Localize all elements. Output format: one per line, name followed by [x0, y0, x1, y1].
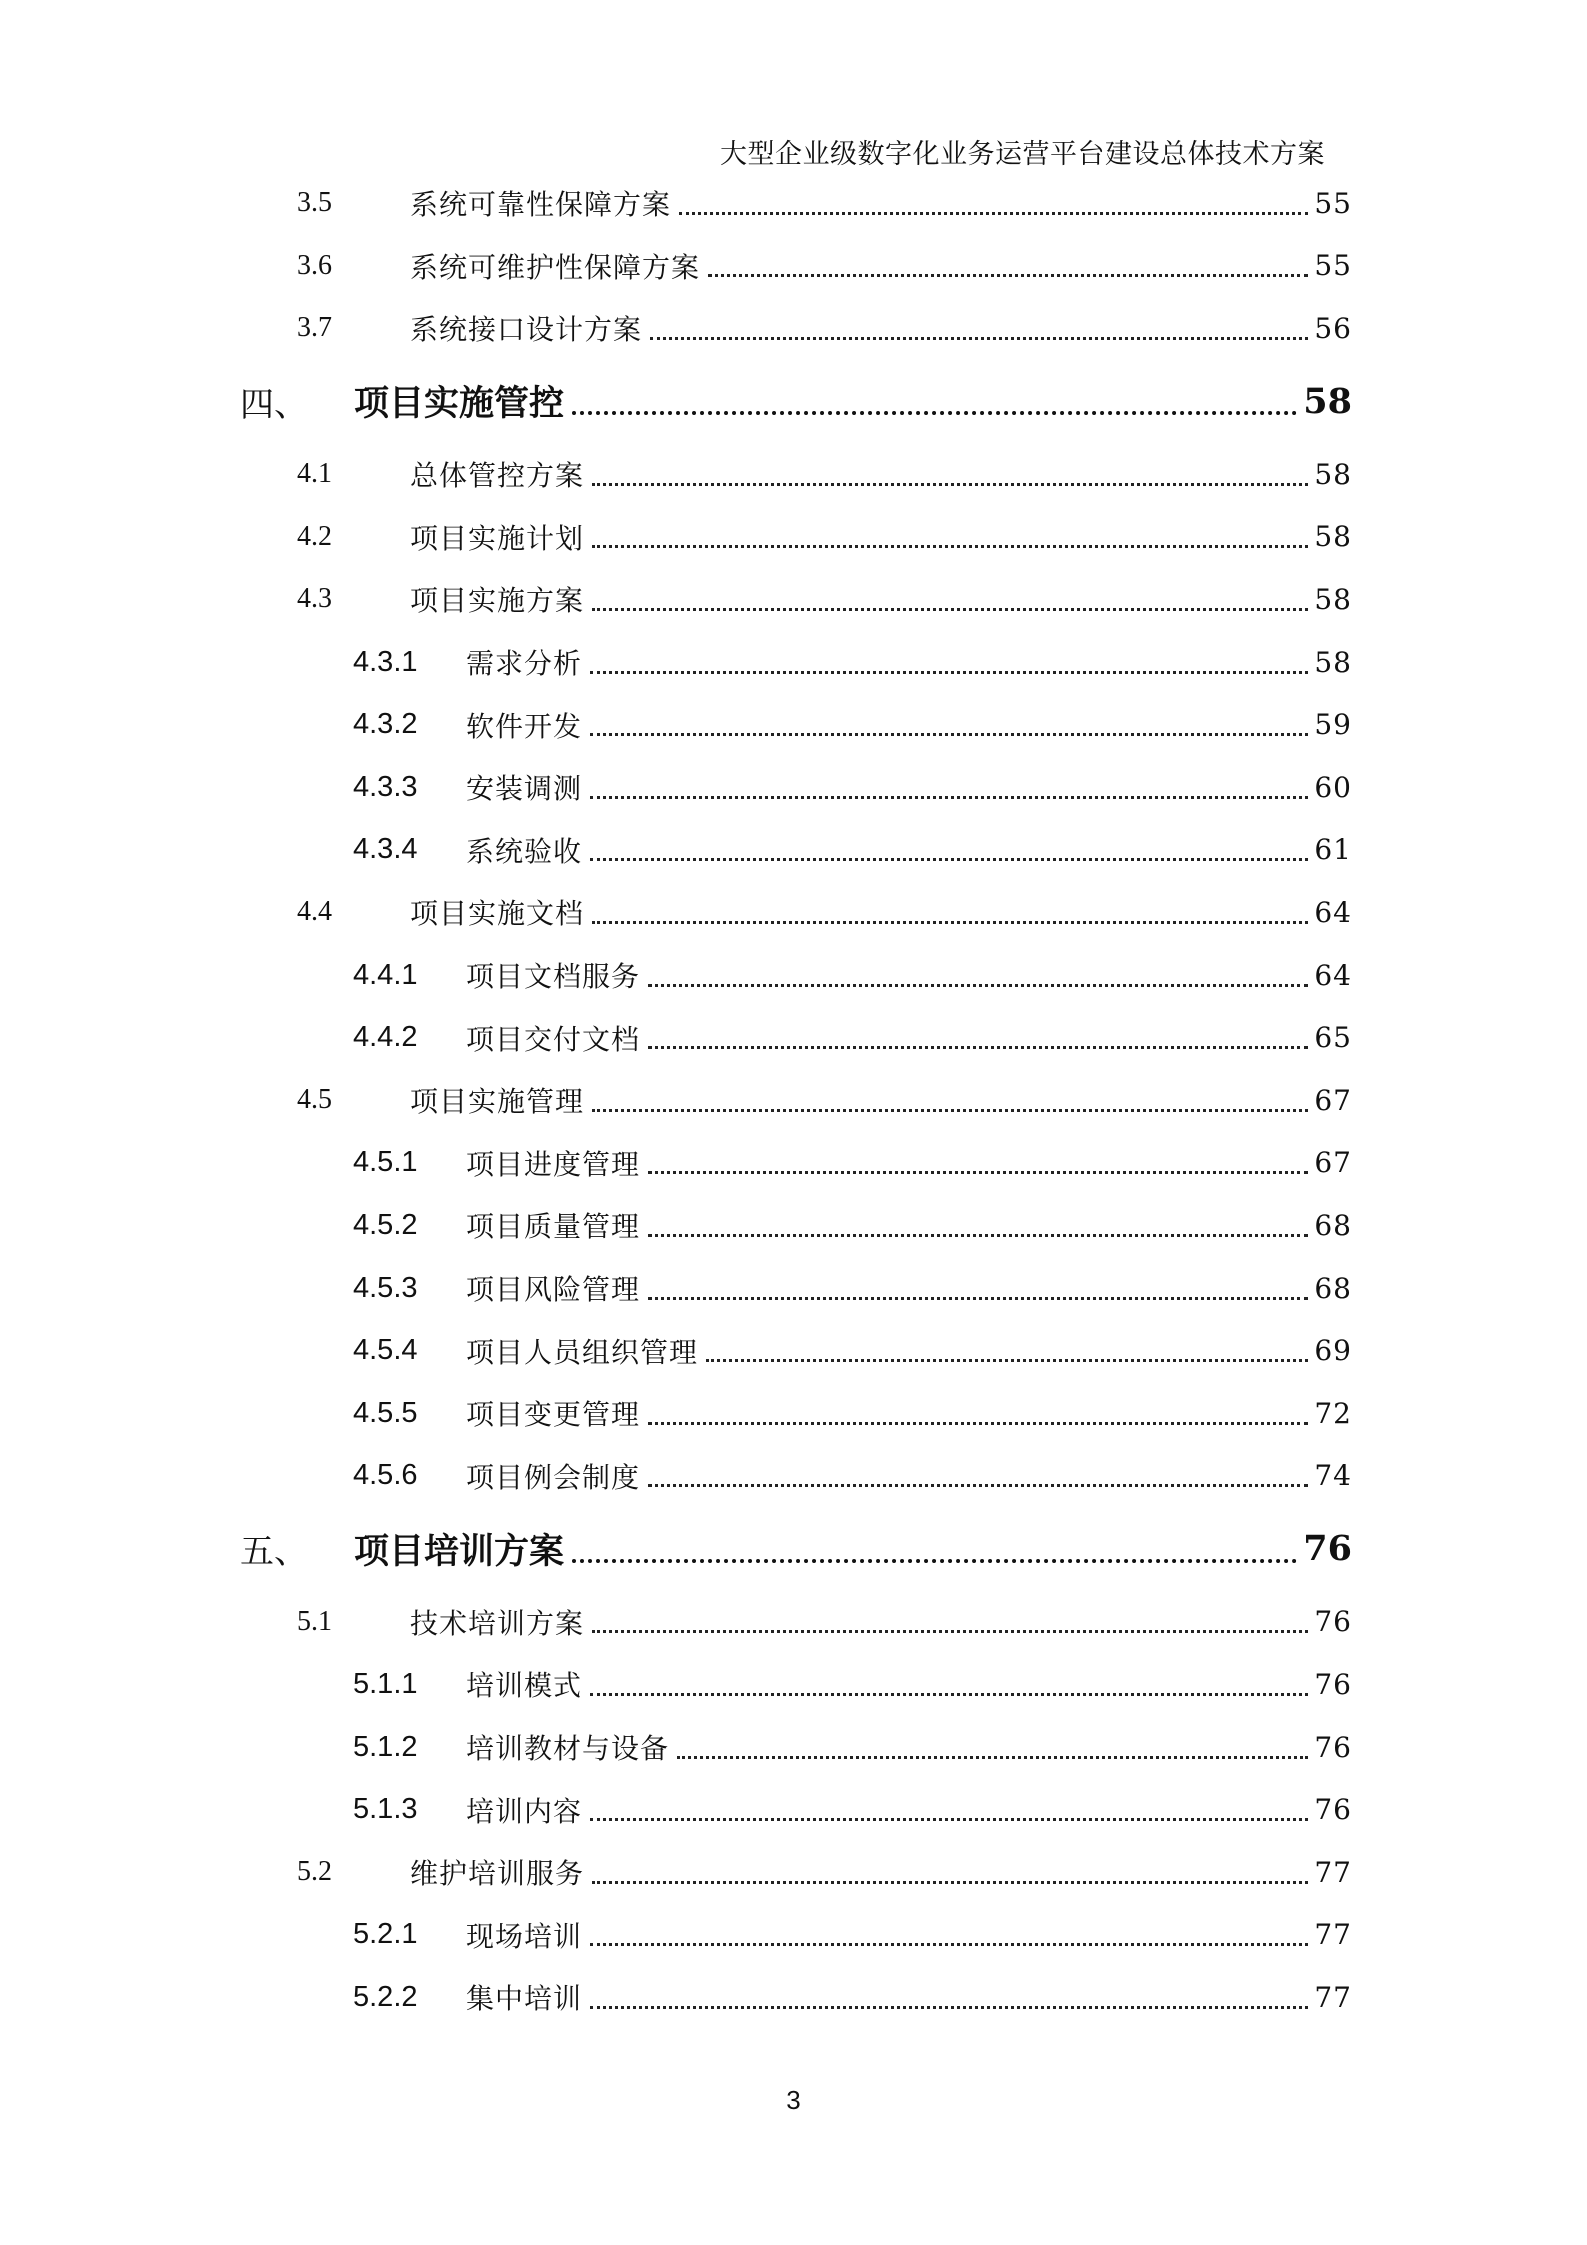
toc-entry[interactable]: [0, 1389, 1587, 1437]
toc-entry-title: 培训教材与设备: [466, 1732, 670, 1765]
toc-entry-number: 4.3.2: [353, 708, 418, 741]
toc-entry-page: 58: [1314, 645, 1352, 679]
dot-leader: [648, 1046, 1308, 1049]
toc-entry[interactable]: [0, 1723, 1587, 1771]
toc-entry-title: 系统接口设计方案: [410, 313, 643, 347]
toc-entry-number: 4.3.3: [353, 770, 418, 803]
toc-entry[interactable]: [0, 304, 1587, 352]
toc-entry-page: 59: [1314, 708, 1352, 742]
toc-entry-title: 技术培训方案: [410, 1606, 585, 1640]
toc-entry-number: 4.5.6: [353, 1459, 418, 1492]
toc-entry-page: 76: [1314, 1793, 1352, 1827]
toc-entry-page: 58: [1303, 380, 1352, 422]
toc-entry-number: 3.6: [297, 249, 332, 281]
dot-leader: [708, 274, 1308, 277]
toc-entry-page: 74: [1314, 1459, 1352, 1493]
toc-entry[interactable]: [0, 1327, 1587, 1375]
toc-entry[interactable]: [0, 1911, 1587, 1959]
toc-entry[interactable]: [0, 1598, 1587, 1646]
toc-entry-number: 3.5: [297, 187, 332, 218]
toc-entry-title: 项目变更管理: [466, 1398, 641, 1432]
dot-leader: [592, 608, 1308, 611]
dot-leader: [590, 796, 1308, 799]
toc-entry-title: 项目实施方案: [410, 584, 585, 618]
dot-leader: [590, 858, 1308, 861]
toc-entry-title: 需求分析: [466, 647, 583, 680]
dot-leader: [592, 1109, 1308, 1112]
toc-entry-number: 4.5.3: [353, 1271, 418, 1304]
dot-leader: [648, 984, 1308, 987]
toc-entry-page: 67: [1314, 1083, 1352, 1117]
toc-entry-page: 67: [1314, 1146, 1352, 1180]
toc-entry-page: 64: [1314, 958, 1352, 992]
toc-entry-title: 项目文档服务: [466, 960, 641, 993]
dot-leader: [590, 1943, 1308, 1946]
toc-entry-page: 68: [1314, 1208, 1352, 1242]
dot-leader: [679, 212, 1308, 215]
toc-entry-number: 5.1: [297, 1605, 332, 1637]
toc-entry[interactable]: [0, 951, 1587, 999]
toc-entry-title: 项目实施管控: [354, 383, 565, 425]
dot-leader: [648, 1297, 1308, 1300]
dot-leader: [590, 671, 1308, 674]
toc-entry[interactable]: [0, 377, 1587, 425]
toc-entry[interactable]: [0, 1786, 1587, 1834]
toc-entry[interactable]: [0, 1201, 1587, 1249]
toc-entry-title: 总体管控方案: [410, 459, 585, 493]
toc-entry-number: 四、: [240, 384, 308, 425]
toc-entry-number: 五、: [240, 1532, 308, 1573]
toc-entry-title: 项目实施计划: [410, 521, 585, 555]
toc-entry-number: 4.3.4: [353, 833, 418, 866]
running-header: 大型企业级数字化业务运营平台建设总体技术方案: [720, 139, 1325, 170]
toc-entry-number: 3.7: [297, 312, 332, 344]
toc-entry[interactable]: [0, 1973, 1587, 2021]
toc-entry-number: 5.1.2: [353, 1730, 418, 1763]
toc-entry[interactable]: [0, 1452, 1587, 1500]
dot-leader: [648, 1171, 1308, 1174]
toc-entry-number: 4.5.4: [353, 1334, 418, 1367]
toc-entry[interactable]: [0, 763, 1587, 811]
toc-entry-title: 项目培训方案: [354, 1530, 565, 1572]
dot-leader: [590, 1818, 1308, 1821]
toc-entry[interactable]: [0, 1139, 1587, 1187]
dot-leader: [648, 1234, 1308, 1237]
dot-leader: [648, 1484, 1308, 1487]
toc-entry[interactable]: [0, 1014, 1587, 1062]
dot-leader: [572, 411, 1297, 415]
toc-entry-number: 4.5.5: [353, 1396, 418, 1429]
toc-entry[interactable]: [0, 179, 1587, 227]
toc-entry-number: 5.1.1: [353, 1667, 418, 1700]
toc-entry-page: 76: [1314, 1605, 1352, 1639]
toc-entry-page: 77: [1314, 1918, 1352, 1952]
toc-entry-page: 56: [1314, 311, 1352, 345]
toc-entry[interactable]: [0, 1525, 1587, 1573]
toc-entry-title: 项目质量管理: [466, 1210, 641, 1244]
toc-entry-number: 5.2.1: [353, 1918, 418, 1951]
toc-entry-page: 76: [1303, 1528, 1352, 1570]
dot-leader: [706, 1359, 1308, 1362]
dot-leader: [592, 921, 1308, 924]
dot-leader: [572, 1559, 1297, 1563]
toc-entry-title: 项目实施管理: [410, 1085, 585, 1119]
toc-entry[interactable]: [0, 513, 1587, 561]
toc-entry[interactable]: [0, 701, 1587, 749]
toc-entry-page: 76: [1314, 1667, 1352, 1701]
toc-entry-title: 项目交付文档: [466, 1022, 641, 1056]
toc-entry-number: 4.5.2: [353, 1208, 418, 1241]
toc-entry-number: 4.2: [297, 520, 332, 552]
toc-entry-number: 4.1: [297, 458, 332, 490]
toc-entry-page: 64: [1314, 895, 1352, 929]
toc-entry-title: 项目进度管理: [466, 1147, 641, 1181]
toc-entry[interactable]: [0, 1264, 1587, 1312]
toc-entry-title: 项目人员组织管理: [466, 1335, 699, 1369]
toc-entry-number: 5.2.2: [353, 1980, 418, 2013]
toc-entry-page: 58: [1314, 457, 1352, 491]
dot-leader: [590, 2006, 1308, 2009]
page-number: 3: [786, 2085, 801, 2115]
toc-entry-title: 安装调测: [466, 772, 583, 806]
toc-entry-page: 65: [1314, 1021, 1352, 1055]
toc-entry-title: 培训内容: [466, 1794, 583, 1828]
toc-entry-page: 55: [1314, 249, 1352, 283]
toc-entry-page: 69: [1314, 1334, 1352, 1368]
toc-entry-number: 5.1.3: [353, 1793, 418, 1826]
toc-entry-page: 58: [1314, 520, 1352, 554]
toc-entry-number: 4.5: [297, 1084, 332, 1116]
toc-entry[interactable]: [0, 242, 1587, 290]
toc-entry-page: 77: [1314, 1980, 1352, 2014]
toc-entry[interactable]: [0, 575, 1587, 623]
toc-entry[interactable]: [0, 826, 1587, 874]
toc-entry[interactable]: [0, 888, 1587, 936]
toc-entry-title: 系统可维护性保障方案: [410, 250, 701, 284]
dot-leader: [648, 1422, 1308, 1425]
toc-entry-title: 系统可靠性保障方案: [410, 188, 672, 221]
toc-entry[interactable]: [0, 1848, 1587, 1896]
toc-entry-page: 68: [1314, 1271, 1352, 1305]
dot-leader: [677, 1756, 1308, 1759]
toc-entry-number: 4.4.2: [353, 1021, 418, 1054]
dot-leader: [650, 337, 1308, 340]
dot-leader: [592, 483, 1308, 486]
toc-entry[interactable]: [0, 450, 1587, 498]
toc-entry-number: 4.3.1: [353, 645, 418, 678]
toc-entry-page: 61: [1314, 833, 1352, 867]
toc-entry-title: 项目例会制度: [466, 1460, 641, 1494]
toc-entry-title: 系统验收: [466, 834, 583, 868]
toc-entry-title: 软件开发: [466, 709, 583, 743]
toc-entry-title: 项目风险管理: [466, 1273, 641, 1306]
toc-entry[interactable]: [0, 1660, 1587, 1708]
toc-entry-title: 集中培训: [466, 1982, 583, 2016]
dot-leader: [592, 1881, 1308, 1884]
toc-entry-number: 4.4: [297, 896, 332, 928]
toc-entry-page: 60: [1314, 770, 1352, 804]
toc-entry-page: 72: [1314, 1396, 1352, 1430]
toc-entry-page: 76: [1314, 1730, 1352, 1764]
toc-entry[interactable]: [0, 1076, 1587, 1124]
toc-entry-title: 项目实施文档: [410, 897, 585, 931]
dot-leader: [592, 1630, 1308, 1633]
toc-entry-page: 77: [1314, 1855, 1352, 1889]
toc-entry-number: 4.3: [297, 583, 332, 615]
toc-entry-title: 现场培训: [466, 1919, 583, 1953]
toc-entry-number: 4.5.1: [353, 1146, 418, 1179]
toc-entry-page: 58: [1314, 582, 1352, 616]
dot-leader: [592, 545, 1308, 548]
toc-entry-page: 55: [1314, 186, 1352, 220]
dot-leader: [590, 733, 1308, 736]
toc-entry[interactable]: [0, 638, 1587, 686]
toc-entry-title: 维护培训服务: [410, 1857, 585, 1891]
dot-leader: [590, 1693, 1308, 1696]
toc-entry-number: 4.4.1: [353, 958, 418, 991]
toc-entry-title: 培训模式: [466, 1669, 583, 1703]
toc-entry-number: 5.2: [297, 1856, 332, 1888]
